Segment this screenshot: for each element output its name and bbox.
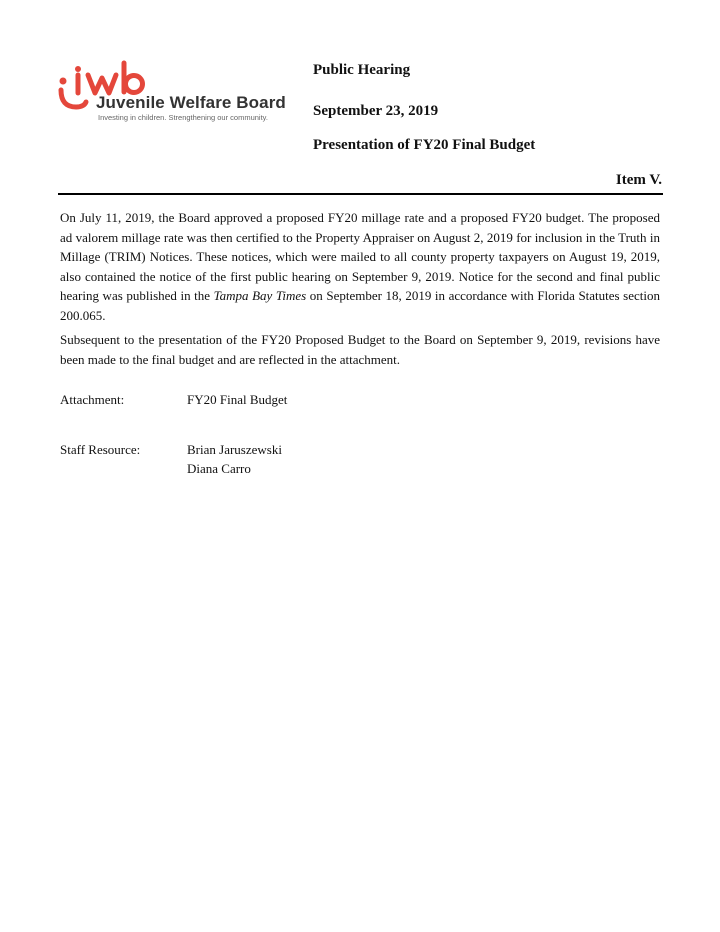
header-divider [58, 193, 663, 195]
logo-tagline: Investing in children. Strengthening our community. [98, 113, 268, 122]
paragraph-approval [60, 208, 660, 325]
logo-name: Juvenile Welfare Board [96, 93, 286, 112]
staff-name: Brian Jaruszewski [187, 442, 282, 457]
meeting-type: Public Hearing [313, 62, 411, 78]
paragraph-revisions: Subsequent to the presentation of the FY20 Proposed Budget to the Board on September 9, 2019, revisions have been made to the final budget and are reflected in the attachment. [60, 332, 660, 367]
attachment-row [60, 390, 287, 410]
attachment-value: FY20 Final Budget [187, 392, 288, 407]
paragraph-approval-text-a: On July 11, 2019, the Board approved a proposed FY20 millage rate and a proposed FY20 budget. The proposed ad valorem millage rate was then certified to the Property Appraiser on August 2, 2019 for inclusion in the Truth in Millage (TRIM) Notices. These notices, which were mailed to all county property taxpayers on August 19, 2019, also contained the notice of the first public hearing on September 9, 2019. Notice for the second and final public hearing was published in the [60, 210, 660, 303]
staff-name: Diana Carro [187, 461, 251, 476]
meeting-date: September 23, 2019 [313, 103, 439, 119]
document-title: Presentation of FY20 Final Budget [313, 137, 536, 153]
paragraph-approval-text-b: on September 18, 2019 in accordance with Florida Statutes section 200.065. [60, 288, 660, 323]
jwb-logo [58, 60, 298, 130]
attachment-label: Attachment: [60, 392, 125, 407]
staff-resource-label: Staff Resource: [60, 442, 141, 457]
staff-resource-row [60, 440, 282, 460]
newspaper-name: Tampa Bay Times [213, 288, 307, 303]
item-number: Item V. [615, 172, 662, 188]
